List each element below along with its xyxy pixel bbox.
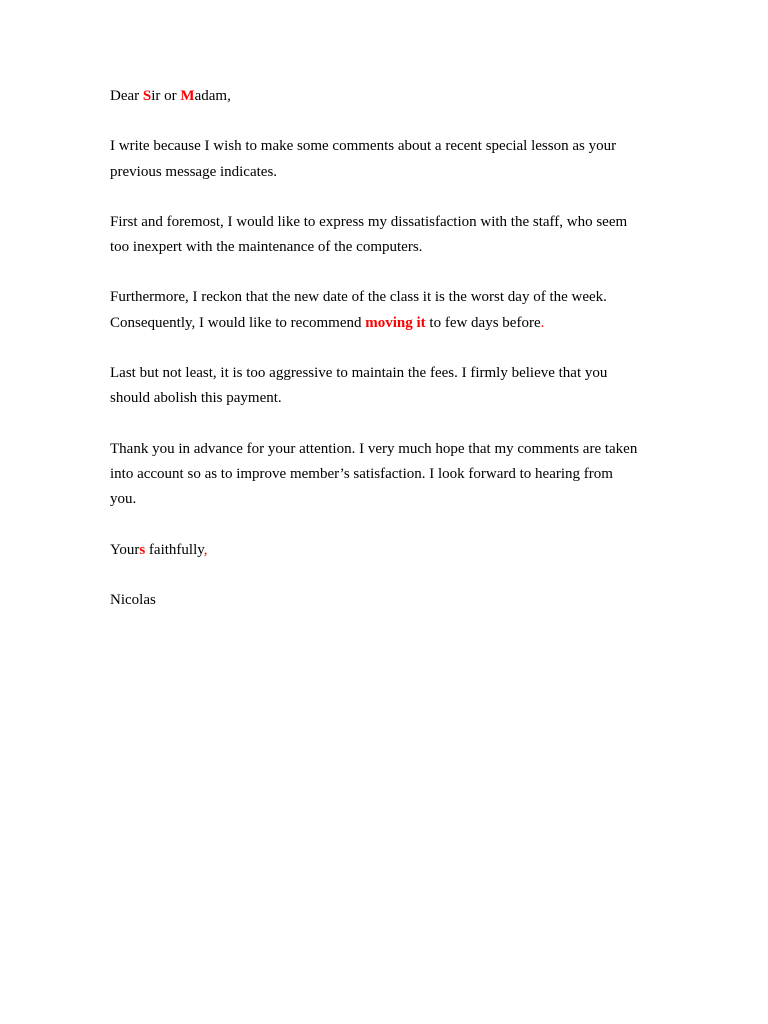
text-line: Furthermore, I reckon that the new date of the class it is the worst day of the week. xyxy=(110,289,607,306)
text-segment: Consequently, I would like to recommend xyxy=(110,314,366,331)
salutation-text: adam, xyxy=(194,88,231,104)
closing-text: faithfully xyxy=(145,541,204,558)
text-line: previous message indicates. xyxy=(110,163,278,180)
closing-text: Your xyxy=(110,541,140,558)
salutation-text: ir or xyxy=(151,88,181,104)
text-segment: to few days before xyxy=(425,314,541,331)
salutation-text: Dear xyxy=(110,88,143,104)
correction-mark: . xyxy=(540,314,545,331)
correction-mark: s xyxy=(139,541,146,558)
text-line: too inexpert with the maintenance of the computers. xyxy=(110,239,423,256)
text-line: you. xyxy=(110,491,137,508)
paragraph-4 xyxy=(110,361,670,412)
salutation xyxy=(110,84,670,109)
correction-mark: M xyxy=(180,88,195,104)
text-line: I write because I wish to make some comments about a recent special lesson as your xyxy=(110,138,617,155)
closing xyxy=(110,538,670,563)
correction-mark: , xyxy=(203,541,208,558)
paragraph-2 xyxy=(110,210,670,261)
text-line: should abolish this payment. xyxy=(110,390,282,407)
correction-mark: S xyxy=(142,88,152,104)
correction-mark: moving it xyxy=(365,314,426,331)
signature: Nicolas xyxy=(110,591,156,608)
paragraph-5 xyxy=(110,437,670,513)
text-line: into account so as to improve member’s satisfaction. I look forward to hearing from xyxy=(110,465,613,482)
text-line: Thank you in advance for your attention. I very much hope that my comments are taken xyxy=(110,440,638,457)
text-line: Last but not least, it is too aggressive to maintain the fees. I firmly believe that you xyxy=(110,365,608,382)
letter-body xyxy=(110,84,670,638)
text-line xyxy=(110,311,670,336)
paragraph-1 xyxy=(110,134,670,185)
text-line: First and foremost, I would like to express my dissatisfaction with the staff, who seem xyxy=(110,213,628,230)
paragraph-3 xyxy=(110,285,670,336)
